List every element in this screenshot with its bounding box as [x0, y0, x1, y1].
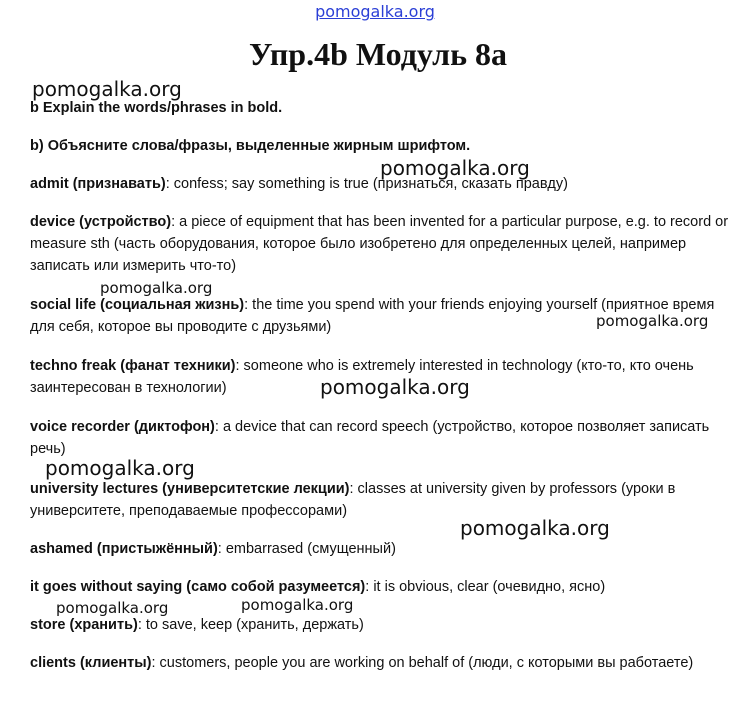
entry-term: clients (клиенты) [30, 655, 152, 671]
entry-term: admit (признавать) [30, 176, 166, 192]
entry-term: device (устройство) [30, 214, 172, 230]
entry-store [30, 614, 730, 636]
entry-definition: : embarrased (смущенный) [217, 541, 396, 557]
instruction-en: b Explain the words/phrases in bold. [30, 100, 283, 116]
entry-term: social life (социальная жизнь) [30, 297, 245, 313]
entry-term: techno freak (фанат техники) [30, 358, 236, 374]
entry-definition: : classes at university given by professors (уроки в университете, преподаваемые профессорами) [30, 481, 676, 519]
entry-social-life [30, 294, 730, 338]
entry-term: store (хранить) [30, 617, 138, 633]
entry-definition: : the time you spend with your friends enjoying yourself (приятное время для себя, которое вы проводите с друзьями) [30, 297, 715, 335]
entry-term: it goes without saying (само собой разумеется) [30, 579, 366, 595]
watermark: pomogalka.org [100, 279, 213, 297]
entry-definition: : customers, people you are working on behalf of (люди, с которыми вы работаете) [151, 655, 694, 671]
entry-admit [30, 173, 730, 195]
entry-definition: : confess; say something is true (признаться, сказать правду) [165, 176, 568, 192]
watermark: pomogalka.org [460, 516, 610, 540]
instruction-ru: b) Объясните слова/фразы, выделенные жирным шрифтом. [30, 138, 471, 154]
entry-it-goes-without-saying [30, 576, 730, 598]
entry-definition: : a device that can record speech (устройство, которое позволяет записать речь) [30, 419, 710, 457]
watermark: pomogalka.org [596, 312, 709, 330]
entry-term: university lectures (университетские лекции) [30, 481, 350, 497]
watermark: pomogalka.org [380, 156, 530, 180]
watermark: pomogalka.org [320, 375, 470, 399]
entry-university-lectures [30, 478, 730, 522]
entry-voice-recorder [30, 416, 730, 460]
entry-definition: : someone who is extremely interested in technology (кто-то, кто очень заинтересован в технологии) [30, 358, 694, 396]
watermark: pomogalka.org [241, 596, 354, 614]
page-title: Упр.4b Модуль 8a [248, 36, 507, 72]
entry-definition: : it is obvious, clear (очевидно, ясно) [365, 579, 606, 595]
entry-ashamed [30, 538, 730, 560]
entry-techno-freak [30, 355, 730, 399]
entry-definition: : to save, keep (хранить, держать) [137, 617, 364, 633]
entry-definition: : a piece of equipment that has been invented for a particular purpose, e.g. to record or measure sth (часть оборудования, которое было изобретено для определенных целей, например записать или измерить что-то) [30, 214, 729, 274]
site-link[interactable]: pomogalka.org [315, 2, 435, 21]
watermark: pomogalka.org [45, 456, 195, 480]
watermark: pomogalka.org [32, 77, 182, 101]
watermark: pomogalka.org [56, 599, 169, 617]
entry-device [30, 211, 730, 277]
entry-term: voice recorder (диктофон) [30, 419, 215, 435]
entry-clients [30, 652, 730, 674]
entry-term: ashamed (пристыжённый) [30, 541, 218, 557]
